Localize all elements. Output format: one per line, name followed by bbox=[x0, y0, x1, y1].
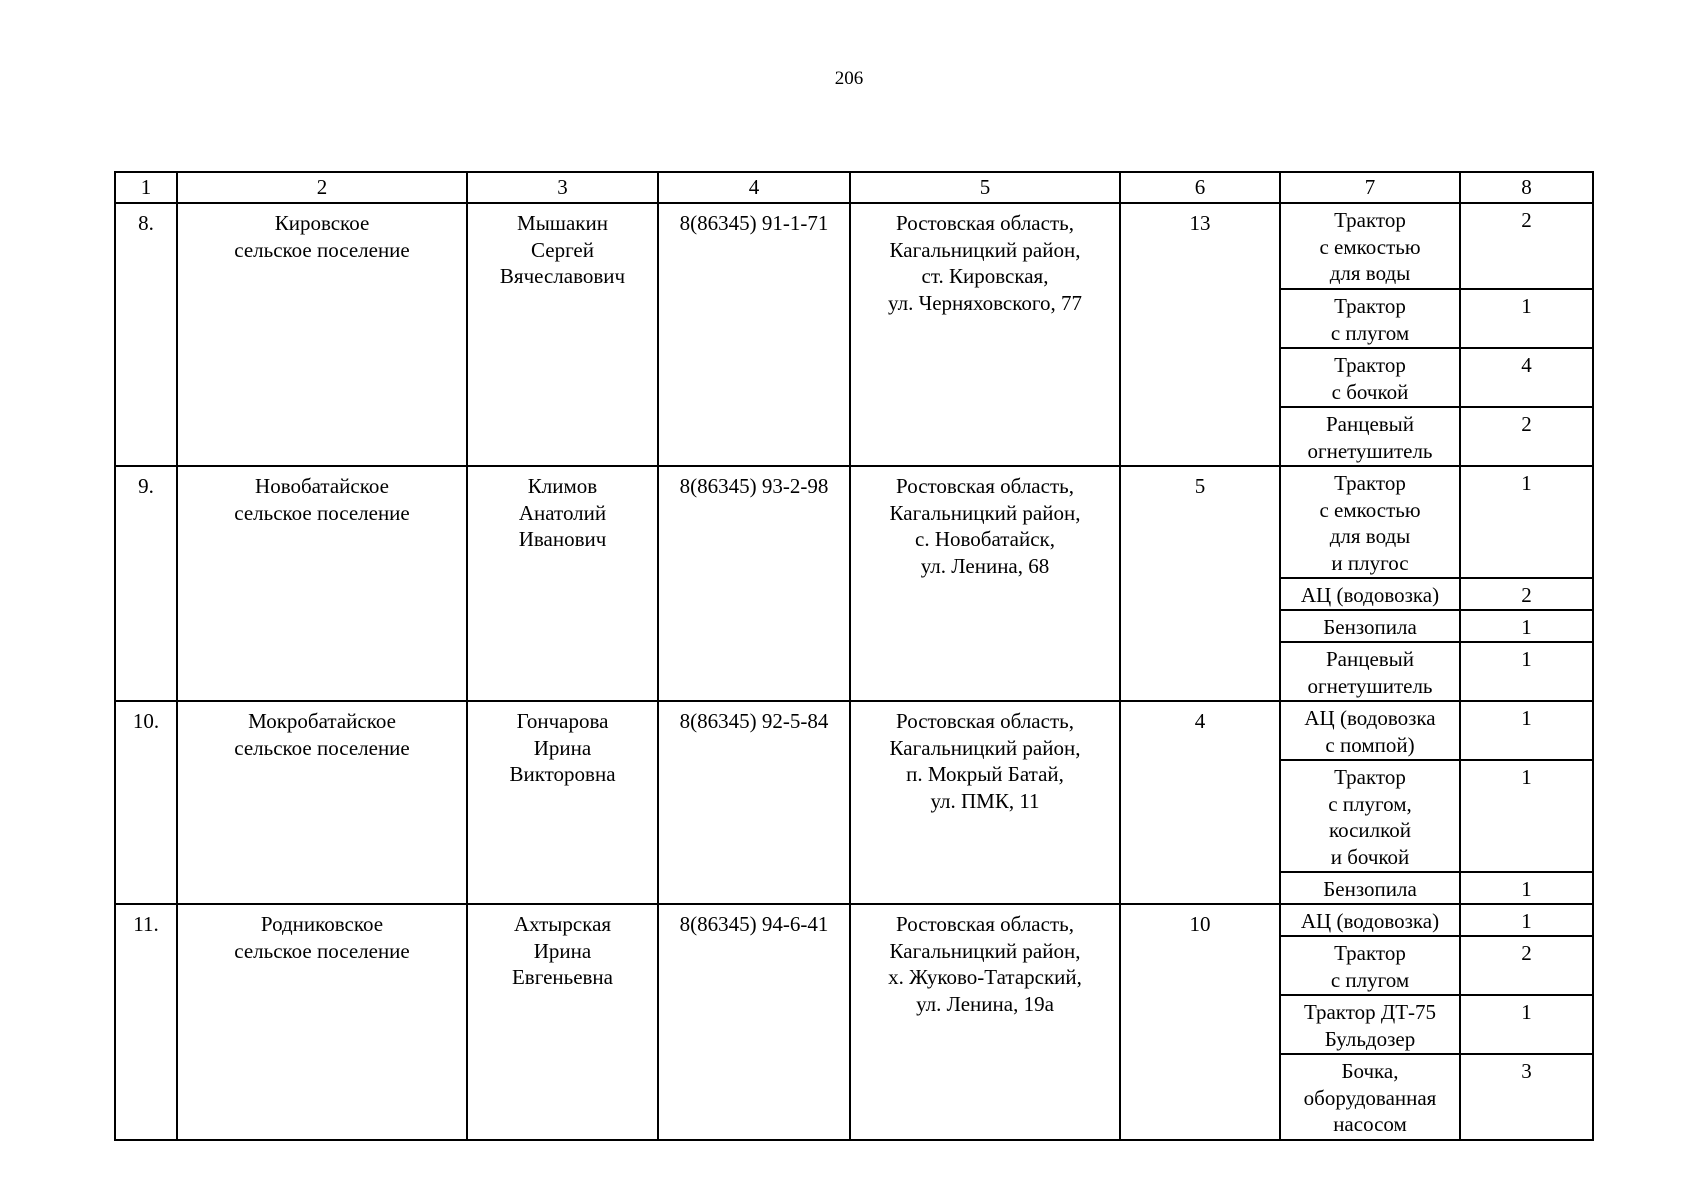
equipment-name: Бензопила bbox=[1280, 872, 1460, 904]
equipment-count: 2 bbox=[1460, 407, 1593, 466]
equipment-name: АЦ (водовозка) bbox=[1280, 904, 1460, 936]
equipment-count: 4 bbox=[1460, 348, 1593, 407]
column-header: 7 bbox=[1280, 172, 1460, 203]
head-name: Гончарова Ирина Викторовна bbox=[467, 701, 658, 904]
equipment-count: 2 bbox=[1460, 578, 1593, 610]
equipment-count: 2 bbox=[1460, 203, 1593, 289]
address: Ростовская область, Кагальницкий район, ст. Кировская, ул. Черняховского, 77 bbox=[850, 203, 1120, 466]
equipment-count: 1 bbox=[1460, 642, 1593, 701]
address: Ростовская область, Кагальницкий район, п. Мокрый Батай, ул. ПМК, 11 bbox=[850, 701, 1120, 904]
column-header: 6 bbox=[1120, 172, 1280, 203]
table-row bbox=[115, 904, 1593, 936]
settlement-name: Мокробатайское сельское поселение bbox=[177, 701, 467, 904]
column-header: 1 bbox=[115, 172, 177, 203]
address: Ростовская область, Кагальницкий район, х. Жуково-Татарский, ул. Ленина, 19а bbox=[850, 904, 1120, 1140]
header-row bbox=[115, 172, 1593, 203]
equipment-count: 3 bbox=[1460, 1054, 1593, 1140]
equipment-count: 1 bbox=[1460, 995, 1593, 1054]
equipment-name: Трактор с емкостью для воды и плугос bbox=[1280, 466, 1460, 578]
phone: 8(86345) 92-5-84 bbox=[658, 701, 850, 904]
equipment-count: 1 bbox=[1460, 701, 1593, 760]
head-name: Климов Анатолий Иванович bbox=[467, 466, 658, 701]
row-number: 9. bbox=[115, 466, 177, 701]
phone: 8(86345) 93-2-98 bbox=[658, 466, 850, 701]
equipment-name: АЦ (водовозка с помпой) bbox=[1280, 701, 1460, 760]
page-number: 206 bbox=[834, 68, 864, 89]
equipment-name: Трактор с емкостью для воды bbox=[1280, 203, 1460, 289]
head-name: Ахтырская Ирина Евгеньевна bbox=[467, 904, 658, 1140]
table-row bbox=[115, 466, 1593, 578]
equipment-count: 1 bbox=[1460, 760, 1593, 872]
column-header: 3 bbox=[467, 172, 658, 203]
equipment-count: 1 bbox=[1460, 872, 1593, 904]
equipment-name: Ранцевый огнетушитель bbox=[1280, 407, 1460, 466]
phone: 8(86345) 94-6-41 bbox=[658, 904, 850, 1140]
address: Ростовская область, Кагальницкий район, с. Новобатайск, ул. Ленина, 68 bbox=[850, 466, 1120, 701]
equipment-name: Бензопила bbox=[1280, 610, 1460, 642]
people-count: 5 bbox=[1120, 466, 1280, 701]
row-number: 11. bbox=[115, 904, 177, 1140]
column-header: 2 bbox=[177, 172, 467, 203]
table-row bbox=[115, 701, 1593, 760]
equipment-count: 1 bbox=[1460, 904, 1593, 936]
row-number: 10. bbox=[115, 701, 177, 904]
equipment-name: Трактор с бочкой bbox=[1280, 348, 1460, 407]
equipment-table bbox=[114, 171, 1594, 1141]
settlement-name: Родниковское сельское поселение bbox=[177, 904, 467, 1140]
column-header: 8 bbox=[1460, 172, 1593, 203]
people-count: 10 bbox=[1120, 904, 1280, 1140]
equipment-count: 1 bbox=[1460, 610, 1593, 642]
equipment-name: АЦ (водовозка) bbox=[1280, 578, 1460, 610]
settlement-name: Кировское сельское поселение bbox=[177, 203, 467, 466]
column-header: 4 bbox=[658, 172, 850, 203]
equipment-name: Трактор с плугом, косилкой и бочкой bbox=[1280, 760, 1460, 872]
table-row bbox=[115, 203, 1593, 289]
people-count: 13 bbox=[1120, 203, 1280, 466]
people-count: 4 bbox=[1120, 701, 1280, 904]
phone: 8(86345) 91-1-71 bbox=[658, 203, 850, 466]
equipment-name: Бочка, оборудованная насосом bbox=[1280, 1054, 1460, 1140]
equipment-count: 2 bbox=[1460, 936, 1593, 995]
equipment-count: 1 bbox=[1460, 466, 1593, 578]
equipment-name: Трактор с плугом bbox=[1280, 936, 1460, 995]
equipment-name: Трактор ДТ-75 Бульдозер bbox=[1280, 995, 1460, 1054]
row-number: 8. bbox=[115, 203, 177, 466]
column-header: 5 bbox=[850, 172, 1120, 203]
settlement-name: Новобатайское сельское поселение bbox=[177, 466, 467, 701]
head-name: Мышакин Сергей Вячеславович bbox=[467, 203, 658, 466]
equipment-name: Ранцевый огнетушитель bbox=[1280, 642, 1460, 701]
equipment-name: Трактор с плугом bbox=[1280, 289, 1460, 348]
equipment-count: 1 bbox=[1460, 289, 1593, 348]
